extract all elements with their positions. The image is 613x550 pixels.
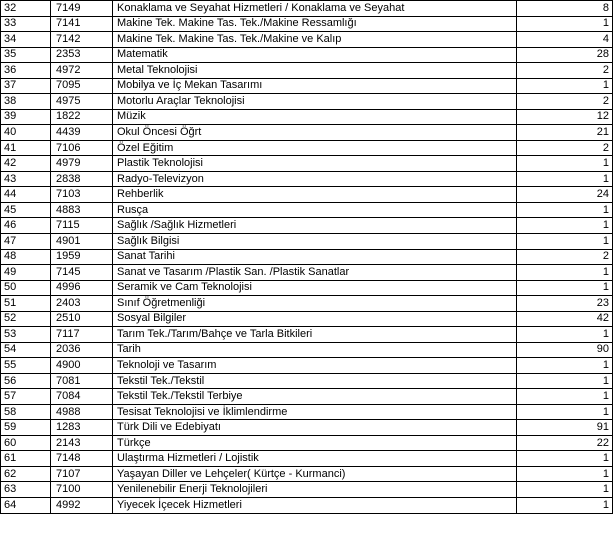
count-cell: 24 [517, 187, 613, 203]
row-number-cell: 41 [1, 140, 51, 156]
branch-code-cell: 7106 [51, 140, 113, 156]
row-number-cell: 55 [1, 358, 51, 374]
row-number-cell: 46 [1, 218, 51, 234]
count-cell: 21 [517, 125, 613, 141]
table-row [1, 342, 613, 358]
count-cell: 1 [517, 16, 613, 32]
branch-name-cell: Ulaştırma Hizmetleri / Lojistik [113, 451, 517, 467]
branch-code-cell: 2036 [51, 342, 113, 358]
branch-code-cell: 4901 [51, 233, 113, 249]
branch-name-cell: Yiyecek İçecek Hizmetleri [113, 498, 517, 514]
branch-code-cell: 7100 [51, 482, 113, 498]
row-number-cell: 48 [1, 249, 51, 265]
row-number-cell: 54 [1, 342, 51, 358]
branch-name-cell: Tesisat Teknolojisi ve İklimlendirme [113, 404, 517, 420]
table-row [1, 389, 613, 405]
branch-code-cell: 7142 [51, 32, 113, 48]
row-number-cell: 56 [1, 373, 51, 389]
branch-name-cell: Özel Eğitim [113, 140, 517, 156]
branch-name-cell: Matematik [113, 47, 517, 63]
branch-code-cell: 7148 [51, 451, 113, 467]
table-row [1, 482, 613, 498]
branch-code-cell: 2510 [51, 311, 113, 327]
row-number-cell: 60 [1, 435, 51, 451]
count-cell: 2 [517, 140, 613, 156]
count-cell: 1 [517, 233, 613, 249]
branch-name-cell: Yenilenebilir Enerji Teknolojileri [113, 482, 517, 498]
table-row [1, 265, 613, 281]
branch-name-cell: Plastik Teknolojisi [113, 156, 517, 172]
count-cell: 1 [517, 358, 613, 374]
table-row [1, 373, 613, 389]
row-number-cell: 42 [1, 156, 51, 172]
branch-name-cell: Sağlık Bilgisi [113, 233, 517, 249]
branch-name-cell: Rehberlik [113, 187, 517, 203]
branch-name-cell: Makine Tek. Makine Tas. Tek./Makine Ressamlığı [113, 16, 517, 32]
row-number-cell: 49 [1, 265, 51, 281]
branch-name-cell: Makine Tek. Makine Tas. Tek./Makine ve Kalıp [113, 32, 517, 48]
table-row [1, 109, 613, 125]
branch-name-cell: Müzik [113, 109, 517, 125]
count-cell: 2 [517, 249, 613, 265]
count-cell: 1 [517, 265, 613, 281]
table-row [1, 1, 613, 17]
row-number-cell: 64 [1, 498, 51, 514]
count-cell: 1 [517, 202, 613, 218]
row-number-cell: 39 [1, 109, 51, 125]
branch-name-cell: Yaşayan Diller ve Lehçeler( Kürtçe - Kurmanci) [113, 466, 517, 482]
branch-code-cell: 4996 [51, 280, 113, 296]
branch-code-cell: 7149 [51, 1, 113, 17]
branch-name-cell: Konaklama ve Seyahat Hizmetleri / Konaklama ve Seyahat [113, 1, 517, 17]
row-number-cell: 36 [1, 63, 51, 79]
row-number-cell: 40 [1, 125, 51, 141]
table-row [1, 171, 613, 187]
count-cell: 1 [517, 482, 613, 498]
branch-code-cell: 4439 [51, 125, 113, 141]
row-number-cell: 63 [1, 482, 51, 498]
count-cell: 8 [517, 1, 613, 17]
row-number-cell: 32 [1, 1, 51, 17]
count-cell: 22 [517, 435, 613, 451]
branch-code-cell: 1283 [51, 420, 113, 436]
branch-code-cell: 2403 [51, 296, 113, 312]
count-cell: 2 [517, 63, 613, 79]
count-cell: 28 [517, 47, 613, 63]
table-row [1, 358, 613, 374]
branch-code-cell: 7084 [51, 389, 113, 405]
table-row [1, 249, 613, 265]
table-row [1, 451, 613, 467]
branch-name-cell: Radyo-Televizyon [113, 171, 517, 187]
count-cell: 1 [517, 171, 613, 187]
count-cell: 42 [517, 311, 613, 327]
count-cell: 90 [517, 342, 613, 358]
count-cell: 1 [517, 218, 613, 234]
branch-code-cell: 2838 [51, 171, 113, 187]
branch-code-cell: 7081 [51, 373, 113, 389]
branch-code-cell: 7115 [51, 218, 113, 234]
branch-name-cell: Türk Dili ve Edebiyatı [113, 420, 517, 436]
branch-name-cell: Türkçe [113, 435, 517, 451]
table-row [1, 47, 613, 63]
count-cell: 1 [517, 389, 613, 405]
count-cell: 1 [517, 404, 613, 420]
branch-name-cell: Rusça [113, 202, 517, 218]
row-number-cell: 37 [1, 78, 51, 94]
branch-name-cell: Sağlık /Sağlık Hizmetleri [113, 218, 517, 234]
branch-name-cell: Okul Öncesi Öğrt [113, 125, 517, 141]
count-cell: 1 [517, 78, 613, 94]
branch-code-cell: 2353 [51, 47, 113, 63]
branch-code-cell: 4972 [51, 63, 113, 79]
branch-name-cell: Sınıf Öğretmenliği [113, 296, 517, 312]
table-row [1, 78, 613, 94]
table-row [1, 32, 613, 48]
count-cell: 91 [517, 420, 613, 436]
count-cell: 1 [517, 327, 613, 343]
branch-name-cell: Sanat Tarihi [113, 249, 517, 265]
branch-code-cell: 4988 [51, 404, 113, 420]
count-cell: 2 [517, 94, 613, 110]
branch-code-cell: 4992 [51, 498, 113, 514]
branch-code-cell: 7103 [51, 187, 113, 203]
row-number-cell: 57 [1, 389, 51, 405]
row-number-cell: 34 [1, 32, 51, 48]
count-cell: 1 [517, 156, 613, 172]
branch-name-cell: Sosyal Bilgiler [113, 311, 517, 327]
table-row [1, 327, 613, 343]
branch-name-cell: Metal Teknolojisi [113, 63, 517, 79]
branch-code-cell: 7117 [51, 327, 113, 343]
branch-name-cell: Sanat ve Tasarım /Plastik San. /Plastik Sanatlar [113, 265, 517, 281]
count-cell: 23 [517, 296, 613, 312]
table-row [1, 140, 613, 156]
branch-code-cell: 2143 [51, 435, 113, 451]
count-cell: 1 [517, 373, 613, 389]
count-cell: 12 [517, 109, 613, 125]
table-row [1, 63, 613, 79]
table-row [1, 280, 613, 296]
table-row [1, 218, 613, 234]
branch-code-cell: 7141 [51, 16, 113, 32]
table-row [1, 296, 613, 312]
row-number-cell: 44 [1, 187, 51, 203]
count-cell: 4 [517, 32, 613, 48]
branch-code-cell: 4975 [51, 94, 113, 110]
row-number-cell: 43 [1, 171, 51, 187]
branch-code-cell: 7095 [51, 78, 113, 94]
table-row [1, 498, 613, 514]
table-row [1, 466, 613, 482]
branch-name-cell: Tekstil Tek./Tekstil [113, 373, 517, 389]
row-number-cell: 47 [1, 233, 51, 249]
row-number-cell: 62 [1, 466, 51, 482]
row-number-cell: 61 [1, 451, 51, 467]
row-number-cell: 58 [1, 404, 51, 420]
branch-name-cell: Tarım Tek./Tarım/Bahçe ve Tarla Bitkileri [113, 327, 517, 343]
table-row [1, 16, 613, 32]
table-row [1, 94, 613, 110]
table-row [1, 125, 613, 141]
table-row [1, 420, 613, 436]
branch-code-cell: 7107 [51, 466, 113, 482]
count-cell: 1 [517, 451, 613, 467]
row-number-cell: 45 [1, 202, 51, 218]
branch-code-cell: 1959 [51, 249, 113, 265]
row-number-cell: 51 [1, 296, 51, 312]
row-number-cell: 35 [1, 47, 51, 63]
branch-name-cell: Tarih [113, 342, 517, 358]
branch-name-cell: Motorlu Araçlar Teknolojisi [113, 94, 517, 110]
table-row [1, 404, 613, 420]
table-body [1, 1, 613, 514]
table-row [1, 202, 613, 218]
row-number-cell: 53 [1, 327, 51, 343]
row-number-cell: 50 [1, 280, 51, 296]
count-cell: 1 [517, 498, 613, 514]
table-row [1, 187, 613, 203]
row-number-cell: 38 [1, 94, 51, 110]
table-row [1, 435, 613, 451]
table-row [1, 156, 613, 172]
table-row [1, 311, 613, 327]
row-number-cell: 59 [1, 420, 51, 436]
row-number-cell: 33 [1, 16, 51, 32]
row-number-cell: 52 [1, 311, 51, 327]
branch-code-cell: 4900 [51, 358, 113, 374]
branch-name-cell: Teknoloji ve Tasarım [113, 358, 517, 374]
branch-name-cell: Seramik ve Cam Teknolojisi [113, 280, 517, 296]
table-row [1, 233, 613, 249]
branch-code-cell: 4883 [51, 202, 113, 218]
branch-name-cell: Tekstil Tek./Tekstil Terbiye [113, 389, 517, 405]
branch-code-cell: 4979 [51, 156, 113, 172]
branch-name-cell: Mobilya ve İç Mekan Tasarımı [113, 78, 517, 94]
count-cell: 1 [517, 466, 613, 482]
count-cell: 1 [517, 280, 613, 296]
branch-code-cell: 7145 [51, 265, 113, 281]
branch-code-cell: 1822 [51, 109, 113, 125]
